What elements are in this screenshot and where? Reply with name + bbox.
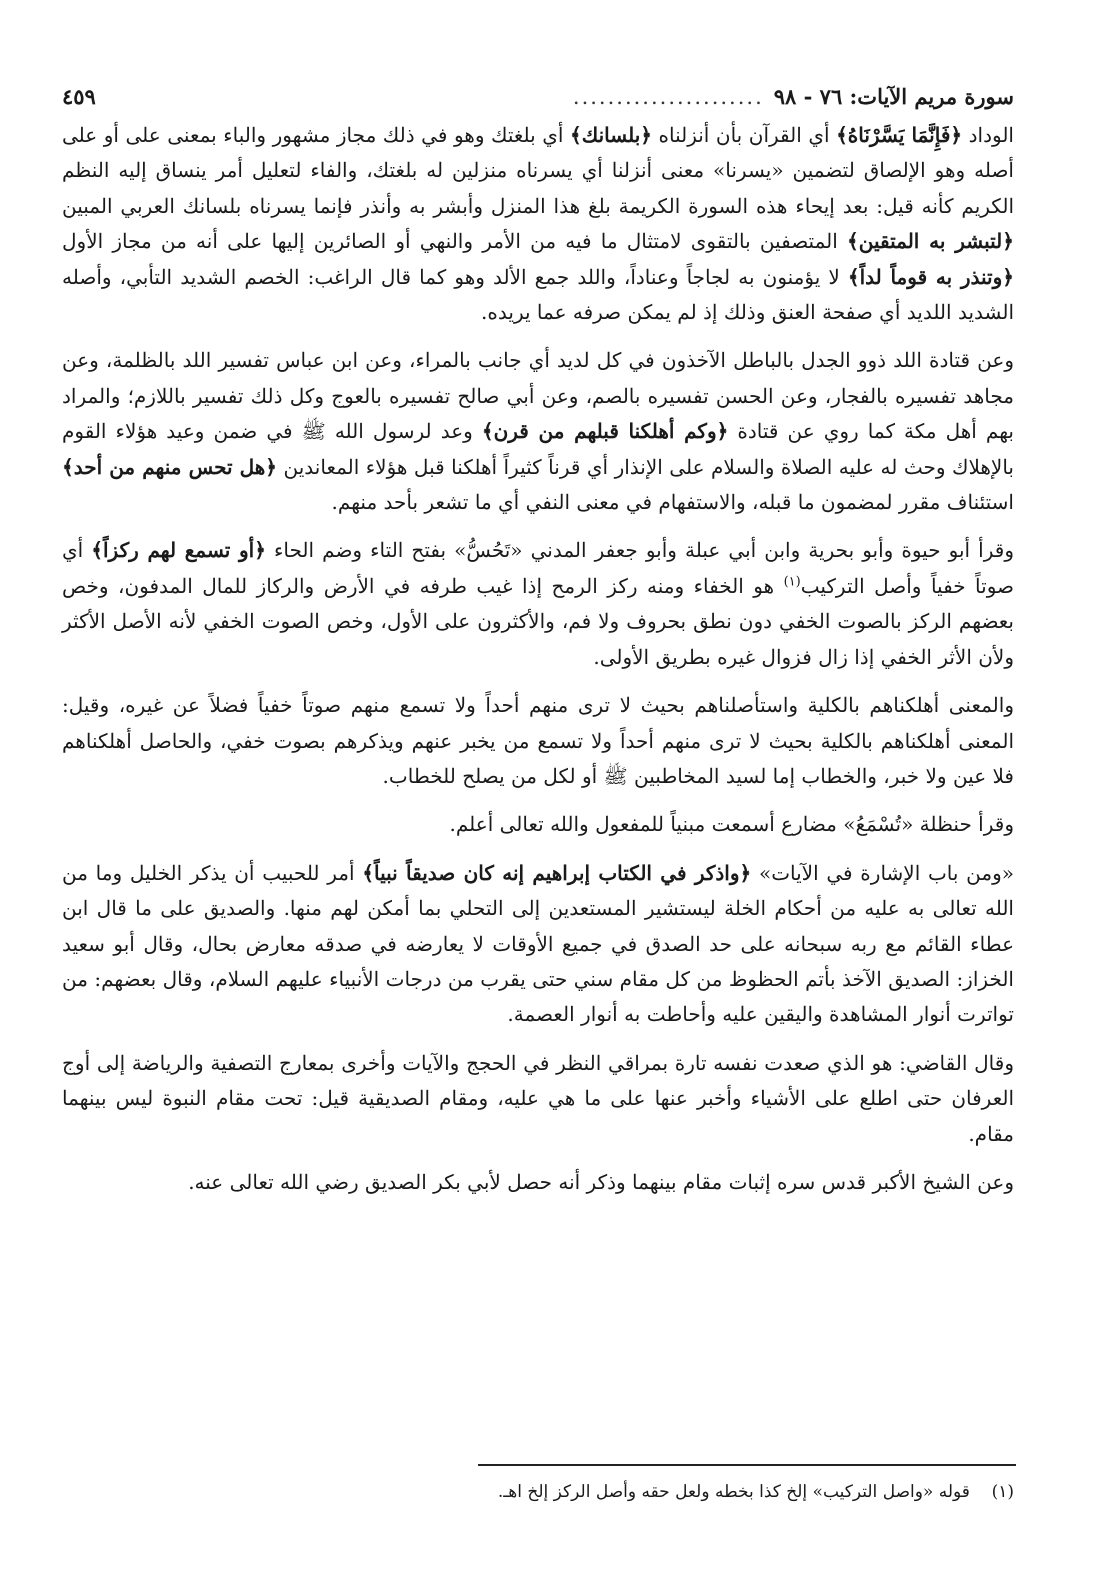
header-title: سورة مريم الآيات: ٧٦ - ٩٨: [773, 84, 1014, 109]
paragraph-text: وقال القاضي: هو الذي صعدت نفسه تارة بمراقي النظر في الحجج والآيات وأخرى بمعارج التصفية والرياضة إلى أوج العرفان حتى اطلع على الأشياء وأخبر عنها على ما هي عليه، ومقام الصديقية قيل: تحت مقام النبوة ليس بينهما مقام.: [62, 1050, 1015, 1146]
paragraph-text: هو الخفاء ومنه ركز الرمح إذا غيب طرفه في الأرض والركاز للمال المدفون، وخص بعضهم الركز بالصوت الخفي دون نطق بحروف ولا فم، والأكثرون على الأول، وخص الصوت الخفي لأنه الأصل الأكثر ولأن الأثر الخفي إذا زال فزوال غيره بطريق الأولى.: [62, 573, 1014, 669]
paragraph: [62, 118, 1014, 330]
quran-quote: ﴿وكم أهلكنا قبلهم من قرن﴾: [481, 419, 729, 444]
paragraph: [62, 343, 1014, 520]
quran-quote: ﴿لتبشر به المتقين﴾: [847, 229, 1014, 254]
paragraph-text: وقرأ حنظلة «تُسْمَعُ» مضارع أسمعت مبنياً للمفعول والله تعالى أعلم.: [449, 812, 1014, 837]
quran-quote: ﴿وتنذر به قوماً لداً﴾: [847, 264, 1014, 289]
paragraph: [62, 1165, 1014, 1200]
paragraph-text: المتصفين بالتقوى لامتثال ما فيه من الأمر والنهي أو الصائرين إليها على أنه من مجاز الأول: [62, 229, 847, 254]
paragraph: [62, 1046, 1014, 1152]
body-text: [62, 118, 1014, 1200]
footnote-text: قوله «واصل التركيب» إلخ كذا بخطه ولعل حقه وأصل الركز إلخ اهـ.: [497, 1482, 970, 1502]
paragraph-text: أي بلغتك وهو في ذلك مجاز مشهور والباء بمعنى على أو على أصله وهو الإلصاق لتضمين «يسرنا» معنى أنزلنا أي يسرناه منزلين له بلغتك، والفاء لتعليل أمر ينساق إليه النظم الكريم كأنه قيل: بعد إيحاء هذه السورة الكريمة بلغ هذا المنزل وأبشر به وأنذر فإنما يسرناه بلسانك العربي المبين: [62, 123, 1014, 218]
paragraph-text: أي صوتاً خفياً وأصل التركيب: [62, 538, 1015, 598]
paragraph-text: استئناف مقرر لمضمون ما قبله، والاستفهام في معنى النفي أي ما تشعر بأحد منهم.: [331, 490, 1014, 515]
quran-quote: ﴿هل تحس منهم من أحد﴾: [62, 454, 278, 479]
paragraph-text: لا يؤمنون به لجاجاً وعناداً، واللد جمع الألد وهو كما قال الراغب: الخصم الشديد التأبي، وأصله الشديد اللديد أي صفحة العنق وذلك إذ لم يمكن صرفه عما يريده.: [62, 264, 1014, 325]
paragraph-text: الوداد: [962, 123, 1014, 147]
paragraph-text: «ومن باب الإشارة في الآيات»: [751, 860, 1015, 885]
paragraph: [62, 533, 1014, 675]
paragraph: [62, 688, 1014, 794]
paragraph: [62, 807, 1014, 842]
quran-quote: ﴿بلسانك﴾: [570, 123, 652, 147]
footnote-number: (١): [991, 1482, 1014, 1502]
quran-quote: ﴿فَإِنَّمَا يَسَّرْنَاهُ﴾: [836, 123, 963, 147]
footnote: [498, 1478, 1014, 1506]
page-number: ٤٥٩: [62, 84, 96, 109]
paragraph-text: وعن قتادة اللد ذوو الجدل بالباطل الآخذون في كل لديد أي جانب بالمراء، وعن ابن عباس تفسير اللد بالظلمة، وعن مجاهد تفسيره بالفجار، وعن الحسن تفسيره بالصم، وعن أبي صالح تفسيره بالعوج وكل ذلك تفسير باللازم؛ والمراد بهم أهل مكة كما روي عن قتادة: [62, 348, 1014, 444]
paragraph: [62, 856, 1014, 1033]
quran-quote: ﴿واذكر في الكتاب إبراهيم إنه كان صديقاً نبياً﴾: [362, 860, 752, 885]
footnote-divider: [478, 1464, 1016, 1466]
paragraph-text: وقرأ أبو حيوة وأبو بحرية وابن أبي عبلة وأبو جعفر المدني «تَحُسُّ» بفتح التاء وضم الحاء: [265, 538, 1014, 563]
paragraph-text: أي القرآن بأن أنزلناه: [651, 123, 837, 147]
paragraph-text: وعد لرسول الله ﷺ في ضمن وعيد هؤلاء القوم بالإهلاك وحث له عليه الصلاة والسلام على الإنذار أي قرناً كثيراً أهلكنا قبل هؤلاء المعاندين: [62, 419, 1014, 479]
running-header: [62, 82, 1014, 112]
quran-quote: ﴿أو تسمع لهم ركزاً﴾: [91, 538, 266, 563]
paragraph-text: أمر للحبيب أن يذكر الخليل وما من الله تعالى به عليه من أحكام الخلة ليستشير المستعدين إلى التحلي بما أمكن لهم منها. والصديق على ما قال ابن عطاء القائم مع ربه سبحانه على حد الصدق في جميع الأوقات لا يعارضه في صدقه معارض بحال، وقال أبو سعيد الخزاز: الصديق الآخذ بأتم الحظوظ من كل مقام سني حتى يقرب من درجات الأنبياء عليهم السلام، وقال بعضهم: من تواترت أنوار المشاهدة واليقين عليه وأحاطت به أنوار العصمة.: [62, 860, 1014, 1027]
paragraph-text: والمعنى أهلكناهم بالكلية واستأصلناهم بحيث لا ترى منهم أحداً ولا تسمع منهم صوتاً خفياً فضلاً عن غيره، وقيل: المعنى أهلكناهم بالكلية بحيث لا ترى منهم أحداً ولا تسمع من يخبر عنهم ويذكرهم بصوت خفي، والحاصل أهلكناهم فلا عين ولا خبر، والخطاب إما لسيد المخاطبين ﷺ أو لكل من يصلح للخطاب.: [62, 693, 1014, 788]
paragraph-text: وعن الشيخ الأكبر قدس سره إثبات مقام بينهما وذكر أنه حصل لأبي بكر الصديق رضي الله تعالى عنه.: [188, 1169, 1014, 1194]
header-leader-dots: ......................: [572, 85, 764, 109]
footnote-ref: (١): [783, 574, 801, 590]
